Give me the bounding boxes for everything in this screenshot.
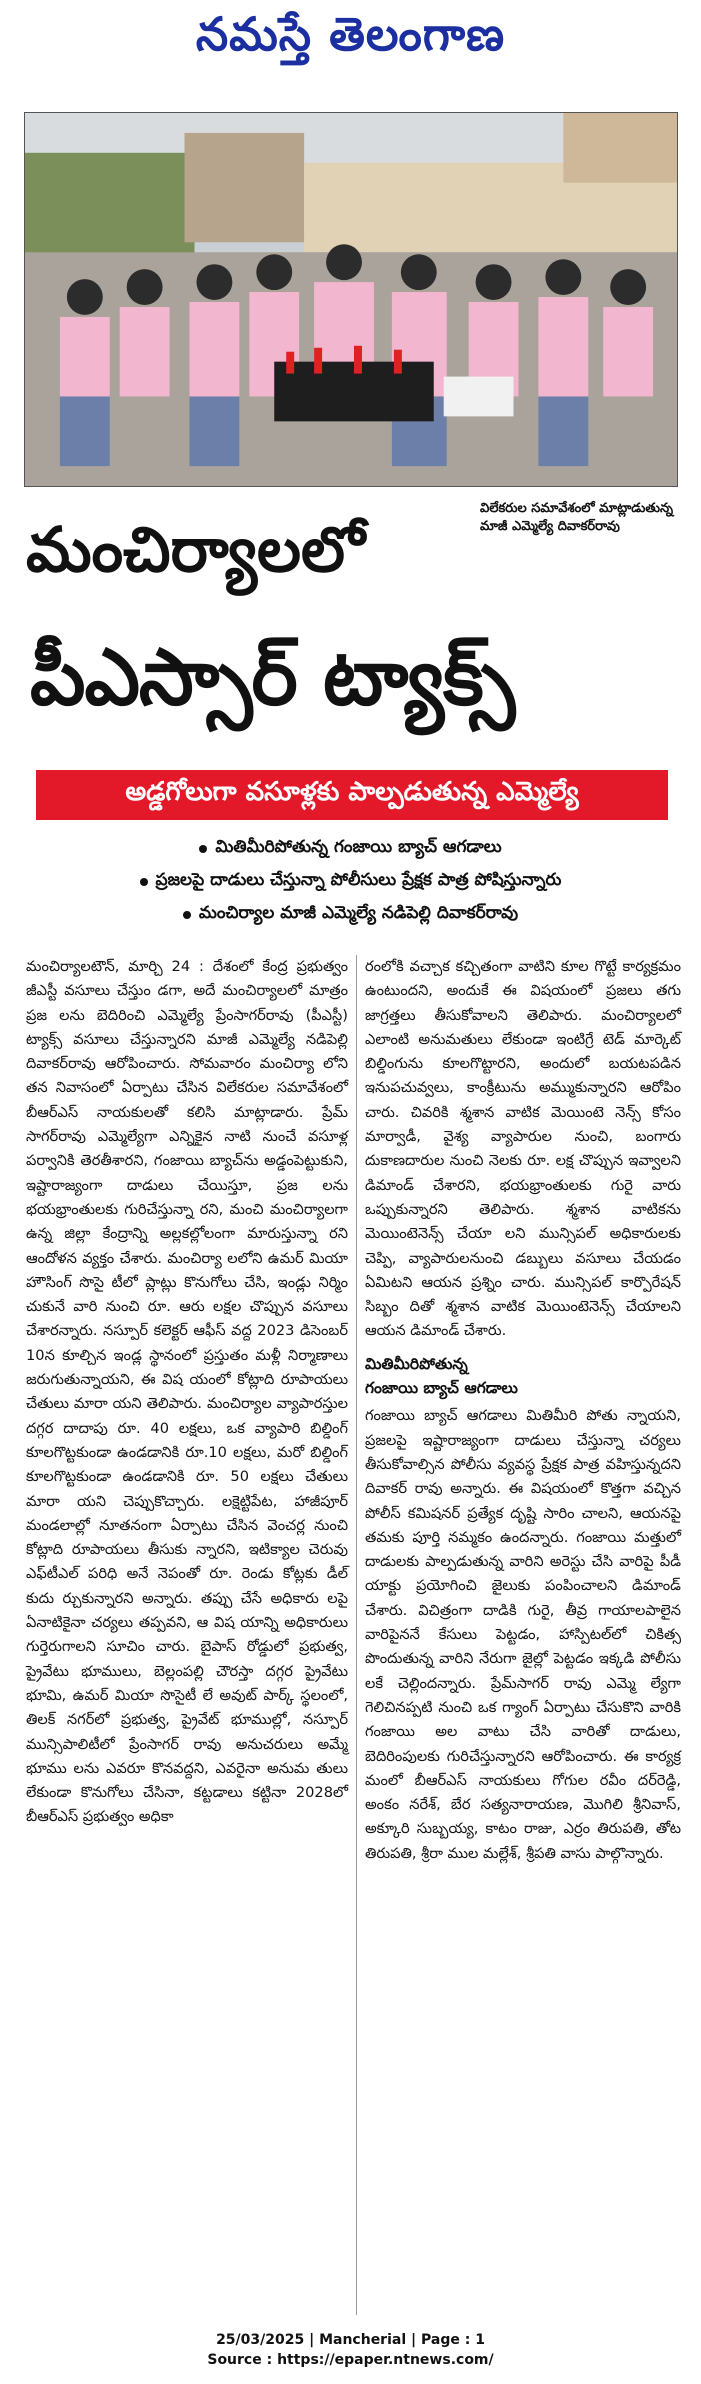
article-paragraph: గంజాయి బ్యాచ్ ఆగడాలు మితిమీరి పోతు న్నాయని, ప్రజలపై ఇష్టారాజ్యంగా దాడులు చేస్తున్నా చర్యలు తీసుకోవాల్సిన పోలీసు వ్యవస్థ ప్రేక్షక పాత్ర వహిస్తున్నదని దివాకర్ రావు అన్నారు. ఈ విషయంలో కొత్తగా వచ్చిన పోలీస్ కమిషనర్ ప్రత్యేక దృష్టి సారిం చాలని, ఆయనపై తమకు పూర్తి నమ్మకం ఉందన్నారు. గంజాయి మత్తులో దాడులకు పాల్పడుతున్న వారిని అరెస్టు చేసి వారిపై పీడీ యాక్టు ప్రయోగించి జైలుకు పంపించాలని డిమాండ్ చేశారు. విచిత్రంగా దాడికి గురై, తీవ్ర గాయాలపాలైన వారిపైననే కేసులు పెట్టడం, హాస్పిటల్‌లో చికిత్స పొందుతున్న వారిని నేరుగా జైల్లో పెట్టడం ఇక్కడి పోలీసు లకే చెల్లిందన్నారు. ప్రేమ్‌సాగర్ రావు ఎమ్మె ల్యేగా గెలిచినప్పటి నుంచి ఒక గ్యాంగ్ ఏర్పాటు చేసుకొని వారికి గంజాయి అల వాటు చేసి వారితో దాడులు, బెదిరింపులకు గురిచేస్తున్నారని ఆరోపించారు. ఈ కార్యక్ర మంలో బీఆర్ఎస్ నాయకులు గోగుల రవీం దర్‌రెడ్డి, అంకం నరేశ్, బేర సత్యనారాయణ, మొగిలి శ్రీనివాస్, అక్కూరి సుబ్బయ్య, కాటం రాజు, ఎర్రం తిరుపతి, తోట తిరుపతి, శ్రీరా ముల మల్లేశ్, శ్రీపతి వాసు పాల్గొన్నారు. [365,1407,681,1862]
bullet-item [0,865,701,898]
bullet-text: మంచిర్యాల మాజీ ఎమ్మెల్యే నడిపెల్లి దివాకర్‌రావు [198,902,519,923]
news-photo [24,112,678,487]
headline-banner [36,770,668,820]
bullet-item [0,832,701,865]
page-footer [0,2330,701,2370]
footer-source-link[interactable]: Source : https://epaper.ntnews.com/ [207,2352,494,2368]
article-paragraph: మంచిర్యాలటౌన్, మార్చి 24 : దేశంలో కేంద్ర ప్రభుత్వం జీఎస్టీ వసూలు చేస్తుం డగా, అదే మంచిర్యాలలో మాత్రం ప్రజ లను బెదిరించి ఎమ్మెల్యే ప్రేంసాగర్‌రావు (పీఎస్టీ) ట్యాక్స్ వసూలు చేస్తున్నారని మాజీ ఎమ్మెల్యే నడిపెల్లి దివాకర్‌రావు ఆరోపించారు. సోమవారం మంచిర్యా లోని తన నివాసంలో ఏర్పాటు చేసిన విలేకరుల సమావేశంలో బీఆర్ఎస్ నాయకులతో కలిసి మాట్లాడారు. ప్రేమ్ సాగర్‌రావు ఎమ్మెల్యేగా ఎన్నికైన నాటి నుంచే వసూళ్ల పర్వానికి తెరతీశారని, గంజాయి బ్యాచ్‌ను అడ్డంపెట్టుకుని, ఇష్టారాజ్యంగా దాడులు చేయిస్తూ, ప్రజ లను భయభ్రాంతులకు గురిచేస్తున్నా రని, మంచి మంచిర్యాలగా ఉన్న జిల్లా కేంద్రాన్ని అల్లకల్లోలంగా మారుస్తున్నా రని ఆందోళన వ్యక్తం చేశారు. మంచిర్యా లలోని ఉమర్ మియా హౌసింగ్ సొసై టీలో ప్లాట్లు కొనుగోలు చేసి, ఇండ్లు నిర్మిం చుకునే వారి నుంచి రూ. ఆరు లక్షల చొప్పున వసూలు చేశారన్నారు. నస్పూర్ కలెక్టర్ ఆఫీస్ వద్ద 2023 డిసెంబర్ 10న కూల్చిన ఇండ్ల స్థానంలో ప్రస్తుతం మళ్లీ నిర్మాణాలు జరుగుతున్నాయని, ఈ విష యంలో కోట్లాది రూపాయలు చేతులు మారా యని తెలిపారు. మంచిర్యాల వ్యాపారస్తుల దగ్గర దాదాపు రూ. 40 లక్షలు, ఒక వ్యాపారి బిల్డింగ్ కూలగొట్టకుండా ఉండడానికి రూ.10 లక్షలు, మరో బిల్డింగ్ కూలగొట్టకుండా ఉండడానికి రూ. 50 లక్షలు చేతులు మారా యని చెప్పుకొచ్చారు. లక్షెట్టిపేట, హాజీపూర్ మండలాల్లో నూతనంగా ఏర్పాటు చేసిన వెంచర్ల నుంచి కోట్లాది రూపాయలు తీసుకు న్నారని, ఇటిక్యాల చెరువు ఎఫ్‌టీఎల్ పరిధి అనే నెపంతో రూ. రెండు కోట్లకు డీల్ కుదు ర్చుకున్నారని అన్నారు. తప్పు చేసే అధికారు లపై ఏనాటికైనా చర్యలు తప్పవని, ఆ విష యాన్ని అధికారులు గుర్తెరుగాలని సూచిం చారు. బైపాస్ రోడ్డులో ప్రభుత్వ, ప్రైవేటు భూములు, బెల్లంపల్లి చౌరస్తా దగ్గర ప్రైవేటు భూమి, ఉమర్ మియా సొసైటీ లే అవుట్ పార్క్ స్థలంలో, తిలక్ నగర్‌లో ప్రభుత్వ, ప్రైవేట్ భూముల్లో, నస్పూర్ మున్సిపాలిటీలో ప్రేంసాగర్ రావు అనుచరులు అమ్మే భూము లను ఎవరూ కొనవద్దని, ఎవరైనా అనుమ తులు లేకుండా కొనుగోలు చేసినా, కట్టడాలు కట్టినా 2028లో బీఆర్ఎస్ ప్రభుత్వం అధికా [26,958,348,1826]
bullet-text: ప్రజలపై దాడులు చేస్తున్నా పోలీసులు ప్రేక్షక పాత్ర పోషిస్తున్నారు [155,869,562,890]
masthead-title: నమస్తే తెలంగాణ [195,7,506,61]
bullet-dot-icon [140,878,148,886]
article-paragraph: రంలోకి వచ్చాక కచ్చితంగా వాటిని కూల గొట్టే కార్యక్రమం ఉంటుందని, అందుకే ఈ విషయంలో ప్రజలు తగు జాగ్రత్తలు తీసుకోవాలని తెలిపారు. మంచిర్యాలలో ఎలాంటి అనుమతులు లేకుండా ఇంటిగ్రే టెడ్ మార్కెట్ బిల్డింగును కూలగొట్టారని, అందులో బయటపడిన ఇనుపచువ్వలు, కాంక్రీటును అమ్ముకున్నారని ఆరోపిం చారు. చివరికి శ్మశాన వాటిక మెయింటె నెన్స్ కోసం మార్వాడీ, వైశ్య వ్యాపారుల నుంచి, బంగారు దుకాణదారుల నుంచి నెలకు రూ. లక్ష చొప్పున ఇవ్వాలని డిమాండ్ చేశారని, భయభ్రాంతులకు గురై వారు ఒప్పుకున్నారని తెలిపారు. శ్మశాన వాటికను మెయింటెనెన్స్ చేయా లని మున్సిపల్ అధికారులకు చెప్పి, వ్యాపారులనుంచి డబ్బులు వసూలు చేయడం ఏమిటని ఆయన ప్రశ్నిం చారు. మున్సిపల్ కార్పొరేషన్ సిబ్బం దితో శ్మశాన వాటిక మెయింటెనెన్స్ చేయాలని ఆయన డిమాండ్ చేశారు. [365,958,681,1340]
photo-caption: విలేకరుల సమావేశంలో మాట్లాడుతున్న మాజీ ఎమ్మెల్యే దివాకర్‌రావు [480,501,673,534]
subheading-line-2: గంజాయి బ్యాచ్ ఆగడాలు [365,1379,518,1398]
press-meet-photo-illustration [25,113,677,486]
article-subheading [365,1352,681,1401]
headline-line-2: పీఎస్సార్ ట్యాక్స్ [30,633,515,723]
subheading-line-1: మితిమీరిపోతున్న [365,1354,468,1373]
article-column-right [365,955,681,1866]
bullet-text: మితిమీరిపోతున్న గంజాయి బ్యాచ్ ఆగడాలు [215,836,502,857]
column-divider [356,955,357,2315]
bullet-item [0,898,701,931]
footer-date-edition: 25/03/2025 | Mancherial | Page : 1 [216,2332,485,2348]
headline-banner-text: అడ్డగోలుగా వసూళ్లకు పాల్పడుతున్న ఎమ్మెల్యే [125,777,579,807]
headline-line-1: మంచిర్యాలలో [26,513,365,586]
bullet-dot-icon [199,845,207,853]
bullet-dot-icon [183,911,191,919]
highlight-bullets [0,832,701,931]
article-column-left [26,955,348,1830]
masthead [0,0,701,80]
